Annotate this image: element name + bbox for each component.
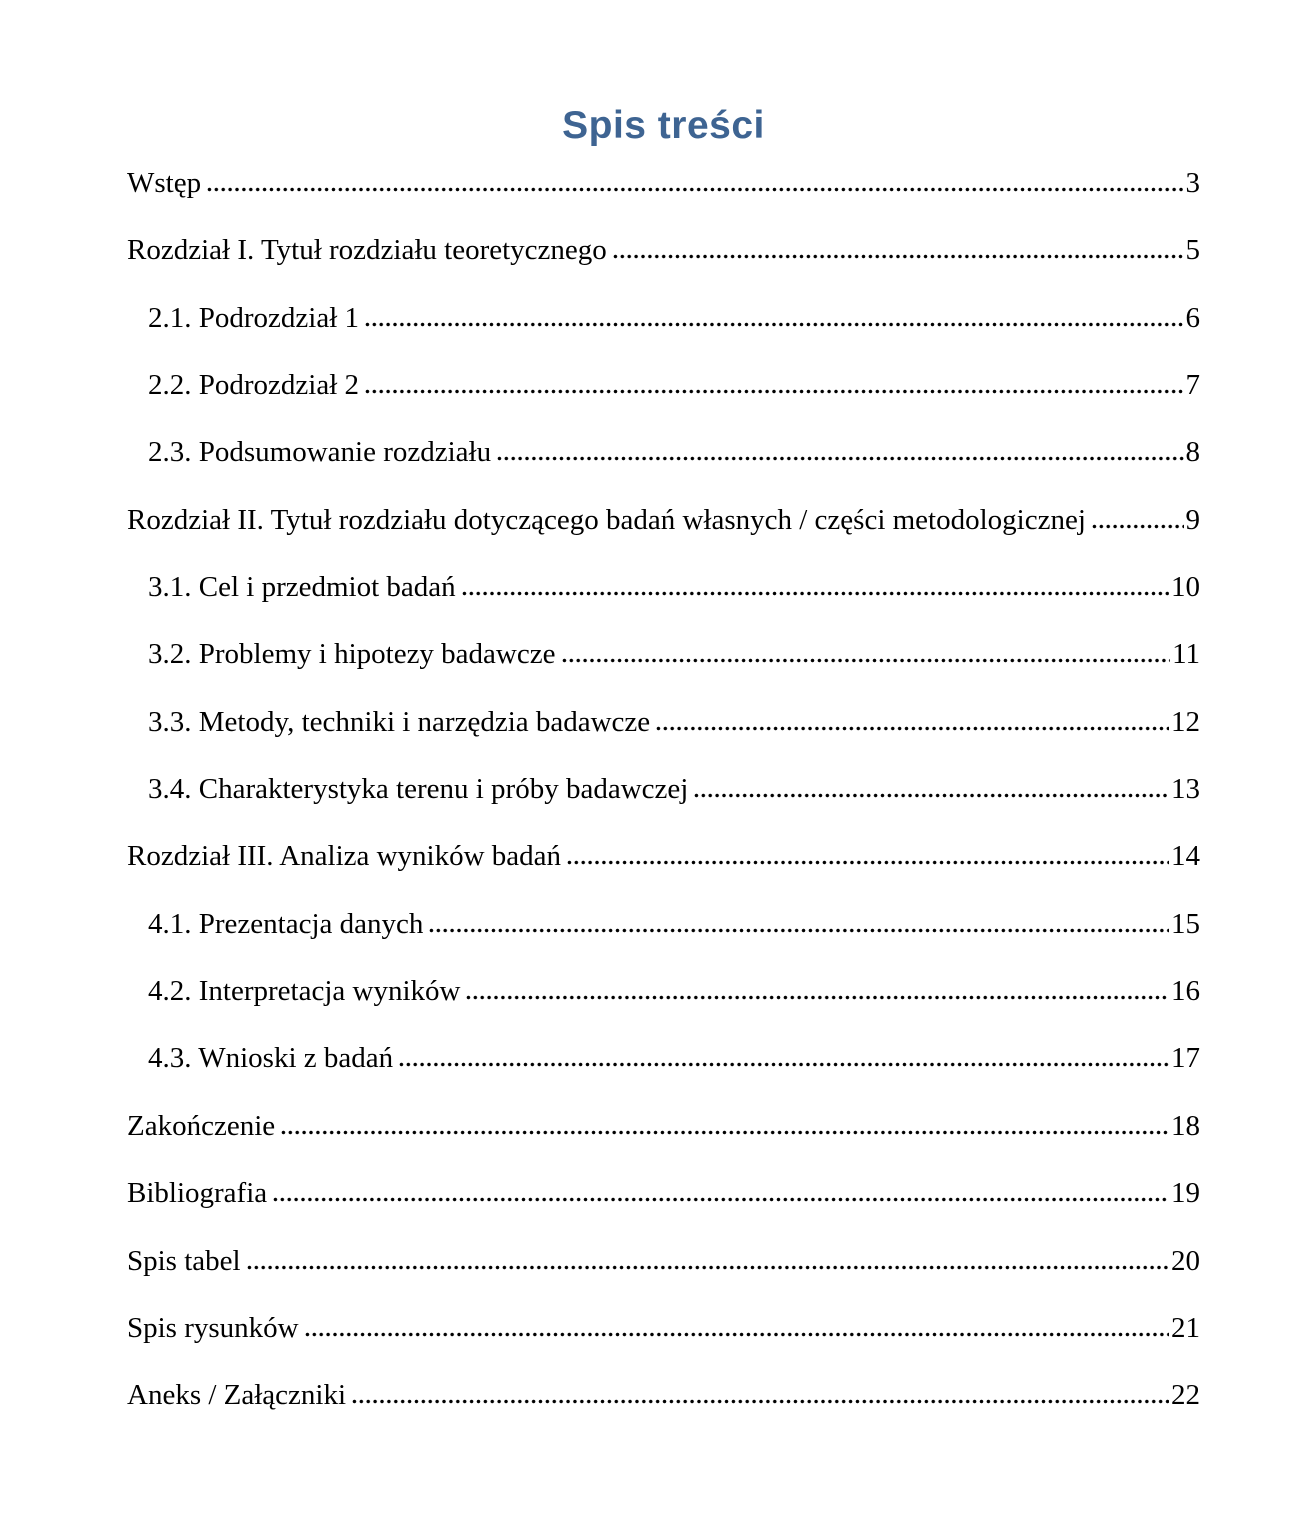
dot-leader <box>612 254 1184 259</box>
toc-entry[interactable] <box>127 689 1200 756</box>
toc-entry-page: 6 <box>1185 301 1200 334</box>
toc-entry-page: 8 <box>1185 436 1200 469</box>
toc-entry-label: 2.1. Podrozdział 1 <box>148 301 360 334</box>
dot-leader <box>1091 524 1184 529</box>
toc-entry-label: Spis rysunków <box>127 1311 299 1344</box>
toc-entry-page: 18 <box>1171 1109 1200 1142</box>
dot-leader <box>561 658 1171 663</box>
toc-entry[interactable] <box>127 285 1200 352</box>
toc-entry-page: 3 <box>1185 167 1200 199</box>
dot-leader <box>655 726 1169 731</box>
toc-entry[interactable] <box>127 1295 1200 1362</box>
dot-leader <box>364 322 1183 327</box>
toc-entry-label: Bibliografia <box>127 1177 268 1210</box>
toc-entry-label: 3.2. Problemy i hipotezy badawcze <box>148 638 556 671</box>
dot-leader <box>496 456 1183 461</box>
dot-leader <box>566 860 1169 865</box>
toc-entry[interactable] <box>127 554 1200 621</box>
toc-entry[interactable] <box>127 958 1200 1025</box>
toc-entry-label: 3.3. Metody, techniki i narzędzia badawcze <box>148 705 651 738</box>
toc-entry[interactable] <box>127 1228 1200 1295</box>
toc-entry-label: Rozdział III. Analiza wyników badań <box>127 840 562 873</box>
dot-leader <box>272 1197 1169 1202</box>
toc-entry-label: 4.3. Wnioski z badań <box>148 1042 394 1075</box>
toc-entry-page: 10 <box>1171 571 1200 604</box>
toc-entry-page: 13 <box>1171 773 1200 806</box>
toc-entry[interactable] <box>127 217 1200 284</box>
toc-entry-label: Aneks / Załączniki <box>127 1379 347 1412</box>
toc-entry-page: 22 <box>1171 1379 1200 1412</box>
toc-entry-page: 15 <box>1171 907 1200 940</box>
toc-entry[interactable] <box>127 487 1200 554</box>
toc-entry-label: Rozdział I. Tytuł rozdziału teoretycznego <box>127 234 607 267</box>
dot-leader <box>693 793 1169 798</box>
toc-entry-page: 17 <box>1171 1042 1200 1075</box>
toc-entry[interactable] <box>127 352 1200 419</box>
toc-entry-page: 9 <box>1185 503 1200 536</box>
toc-entry[interactable] <box>127 823 1200 890</box>
toc-entry-page: 20 <box>1171 1244 1200 1277</box>
dot-leader <box>304 1332 1169 1337</box>
toc-entry[interactable] <box>127 1093 1200 1160</box>
toc-entry-label: 3.1. Cel i przedmiot badań <box>148 571 456 604</box>
toc-entry-label: 2.2. Podrozdział 2 <box>148 369 360 402</box>
dot-leader <box>465 995 1169 1000</box>
toc-entry[interactable] <box>127 150 1200 217</box>
toc-entry-page: 19 <box>1171 1177 1200 1210</box>
toc-entry-page: 11 <box>1172 638 1200 671</box>
dot-leader <box>246 1265 1169 1270</box>
toc-entry-label: Rozdział II. Tytuł rozdziału dotyczącego badań własnych / części metodologicznej <box>127 503 1086 536</box>
toc-entry[interactable] <box>127 1362 1200 1429</box>
dot-leader <box>280 1130 1169 1135</box>
toc-entry-page: 7 <box>1185 369 1200 402</box>
toc-entry-page: 5 <box>1185 234 1200 267</box>
toc-entry-label: Spis tabel <box>127 1244 241 1277</box>
toc-entry-label: 4.2. Interpretacja wyników <box>148 975 461 1008</box>
toc-entry[interactable] <box>127 419 1200 486</box>
toc-entry[interactable] <box>127 891 1200 958</box>
dot-leader <box>364 389 1183 394</box>
toc-entry[interactable] <box>127 756 1200 823</box>
toc-entry-label: 2.3. Podsumowanie rozdziału <box>148 436 492 469</box>
toc-entry-page: 16 <box>1171 975 1200 1008</box>
dot-leader <box>351 1399 1169 1404</box>
dot-leader <box>398 1062 1169 1067</box>
toc-entry[interactable] <box>127 1025 1200 1092</box>
dot-leader <box>461 591 1169 596</box>
toc-entry-label: 3.4. Charakterystyka terenu i próby badawczej <box>148 773 689 806</box>
toc-list <box>127 150 1200 1430</box>
dot-leader <box>206 187 1183 192</box>
toc-entry-page: 12 <box>1171 705 1200 738</box>
toc-entry-label: 4.1. Prezentacja danych <box>148 907 424 940</box>
dot-leader <box>428 928 1169 933</box>
page-title: Spis treści <box>562 104 765 147</box>
toc-entry[interactable] <box>127 621 1200 688</box>
toc-entry-label: Zakończenie <box>127 1109 276 1142</box>
toc-entry-label: Wstęp <box>127 167 202 199</box>
toc-entry-page: 14 <box>1171 840 1200 873</box>
toc-entry-page: 21 <box>1171 1311 1200 1344</box>
toc-entry[interactable] <box>127 1160 1200 1227</box>
